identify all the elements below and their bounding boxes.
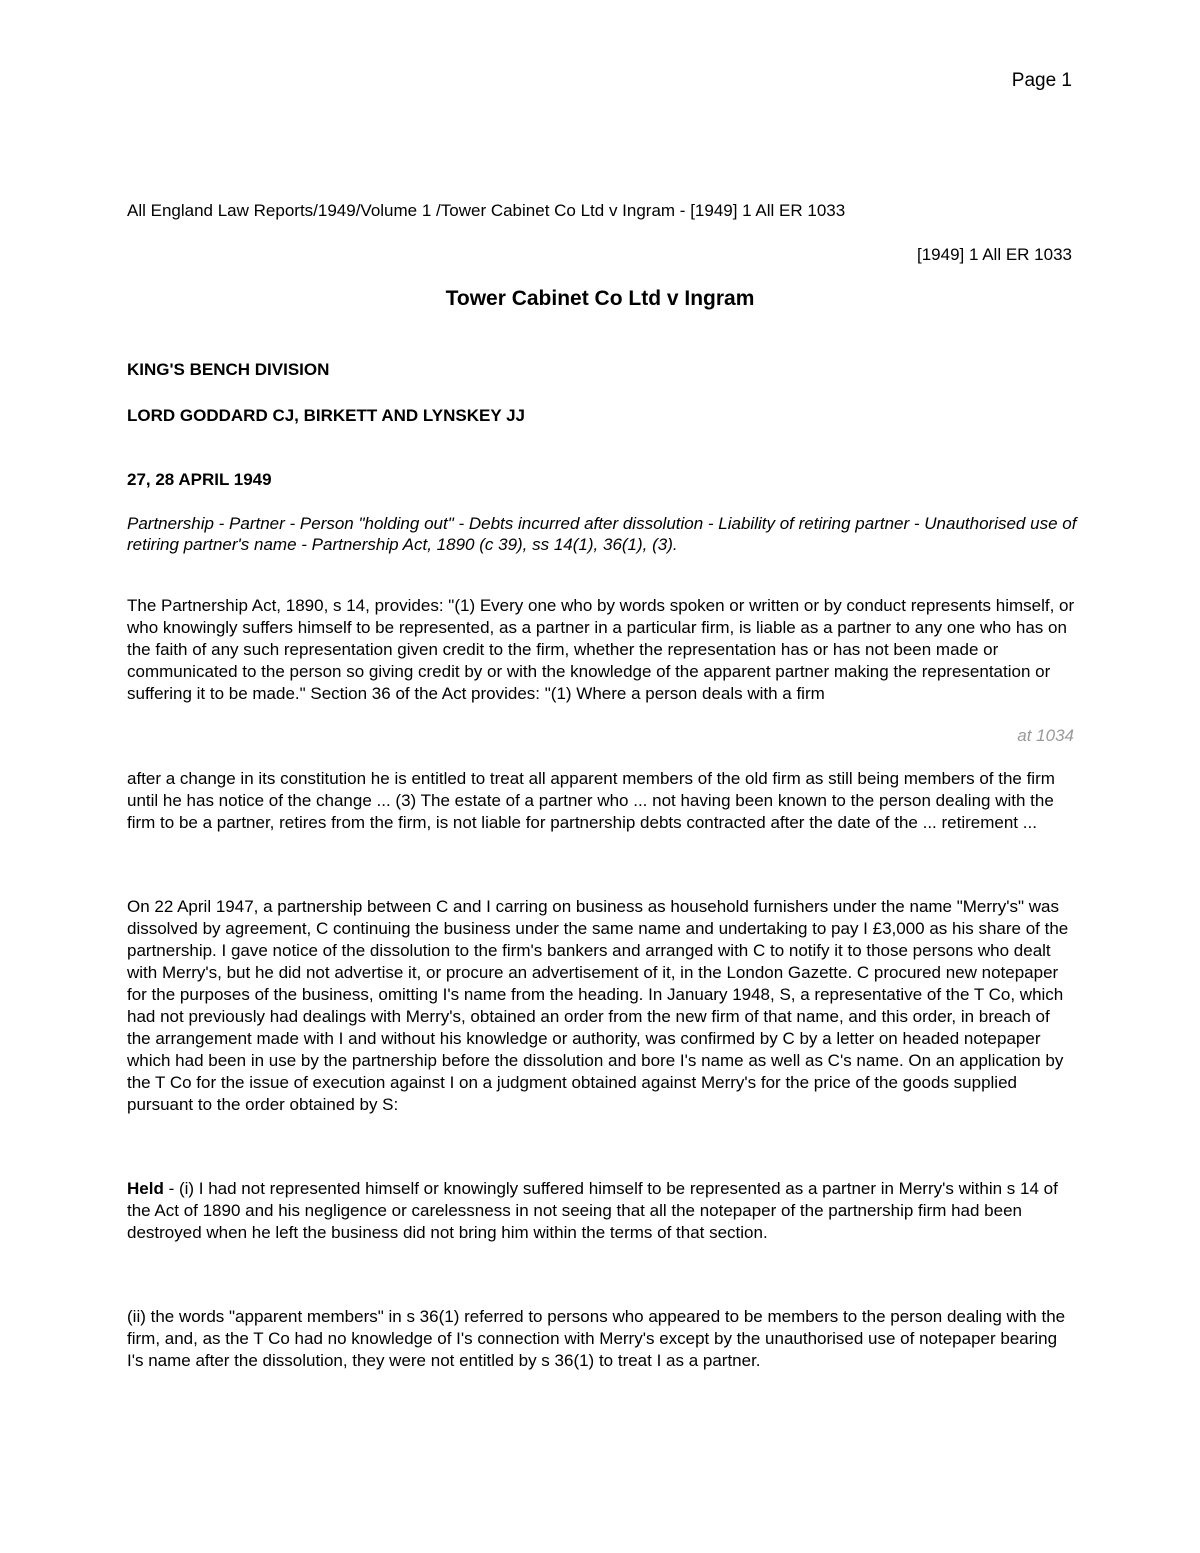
hearing-date: 27, 28 APRIL 1949 <box>127 470 272 489</box>
statute-continuation-paragraph: after a change in its constitution he is entitled to treat all apparent members of the old firm as still being members of the firm until he has notice of the change ... (3) The estate of a partner who ... not having been known to the person dealing with the firm to be a partner, retires from the firm, is not liable for partnership debts contracted after the date of the ... retirement ... <box>127 769 1055 832</box>
page-marker: at 1034 <box>1017 726 1074 745</box>
judges: LORD GODDARD CJ, BIRKETT AND LYNSKEY JJ <box>127 406 525 425</box>
court-name: KING'S BENCH DIVISION <box>127 360 330 379</box>
citation-line: All England Law Reports/1949/Volume 1 /Tower Cabinet Co Ltd v Ingram - [1949] 1 All ER 1033 <box>127 201 846 220</box>
held-paragraph <box>127 1178 1077 1244</box>
held-label: Held <box>127 1179 164 1198</box>
page-number: Page 1 <box>1011 70 1072 91</box>
held-second-paragraph: (ii) the words "apparent members" in s 36(1) referred to persons who appeared to be members to the person dealing with the firm, and, as the T Co had no knowledge of I's connection with Merry's except by the unauthorised use of notepaper bearing I's name after the dissolution, they were not entitled by s 36(1) to treat I as a partner. <box>127 1307 1066 1370</box>
held-text: - (i) I had not represented himself or knowingly suffered himself to be represented as a partner in Merry's within s 14 of the Act of 1890 and his negligence or carelessness in not seeing that all the notepaper of the partnership firm had been destroyed when he left the business did not bring him within the terms of that section. <box>127 1179 1058 1242</box>
case-title: Tower Cabinet Co Ltd v Ingram <box>445 287 755 310</box>
catchwords: Partnership - Partner - Person "holding out" - Debts incurred after dissolution - Liability of retiring partner - Unauthorised use of retiring partner's name - Partnership Act, 1890 (c 39), ss 14(1), 36(1), (3). <box>127 514 1077 554</box>
statute-paragraph: The Partnership Act, 1890, s 14, provides: "(1) Every one who by words spoken or written or by conduct represents himself, or who knowingly suffers himself to be represented, as a partner in a particular firm, is liable as a partner to any one who has on the faith of any such representation given credit to the firm, whether the representation has or has not been made or communicated to the person so giving credit by or with the knowledge of the apparent partner making the representation or suffering it to be made." Section 36 of the Act provides: "(1) Where a person deals with a firm <box>127 596 1075 703</box>
facts-paragraph: On 22 April 1947, a partnership between C and I carring on business as household furnishers under the name "Merry's" was dissolved by agreement, C continuing the business under the same name and undertaking to pay I £3,000 as his share of the partnership. I gave notice of the dissolution to the firm's bankers and arranged with C to notify it to those persons who dealt with Merry's, but he did not advertise it, or procure an advertisement of it, in the London Gazette. C procured new notepaper for the purposes of the business, omitting I's name from the heading. In January 1948, S, a representative of the T Co, which had not previously had dealings with Merry's, obtained an order from the new firm of that name, and this order, in breach of the arrangement made with I and without his knowledge or authority, was confirmed by C by a letter on headed notepaper which had been in use by the partnership before the dissolution and bore I's name as well as C's name. On an application by the T Co for the issue of execution against I on a judgment obtained against Merry's for the price of the goods supplied pursuant to the order obtained by S: <box>127 897 1069 1114</box>
citation-reference: [1949] 1 All ER 1033 <box>916 245 1072 264</box>
